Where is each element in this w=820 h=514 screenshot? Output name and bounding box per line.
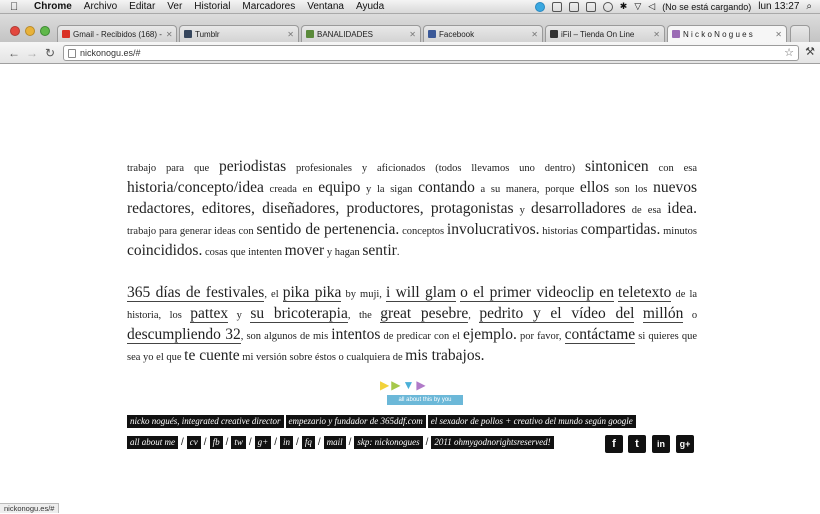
emphasis-text: te cuente bbox=[184, 347, 240, 364]
tab-strip bbox=[0, 14, 820, 42]
body-text: y bbox=[513, 205, 532, 216]
timemachine-icon[interactable] bbox=[603, 2, 613, 12]
body-text: o bbox=[683, 310, 698, 321]
nickonogues-icon bbox=[672, 30, 680, 38]
close-window-button[interactable] bbox=[10, 26, 20, 36]
body-text: minutos bbox=[660, 226, 697, 237]
facebook-icon bbox=[428, 30, 436, 38]
footer-link-allaboutme[interactable]: all about me bbox=[127, 436, 178, 449]
status-bar: nickonogu.es/# bbox=[0, 503, 59, 513]
forward-arrow-icon[interactable]: → bbox=[26, 46, 38, 60]
body-text: a su manera, porque bbox=[474, 184, 580, 195]
work-link[interactable]: teletexto bbox=[618, 284, 672, 301]
close-tab-icon[interactable]: ✕ bbox=[775, 29, 782, 39]
work-link[interactable]: millón bbox=[642, 305, 684, 322]
footer-365ddf[interactable]: empezario y fundador de 365ddf.com bbox=[286, 415, 426, 428]
footer-skype[interactable]: skp: nickonogues bbox=[354, 436, 422, 449]
work-link[interactable]: 365 días de festivales bbox=[127, 284, 265, 301]
body-text: , the bbox=[347, 310, 381, 321]
work-link[interactable]: o el primer videoclip en bbox=[460, 284, 614, 301]
gmail-icon bbox=[62, 30, 70, 38]
body-text: , bbox=[468, 310, 480, 321]
googleplus-social-icon[interactable]: g+ bbox=[676, 435, 694, 453]
url-text: nickonogu.es/# bbox=[80, 48, 141, 58]
body-text: y bbox=[228, 310, 251, 321]
emphasis-text: sentir bbox=[362, 242, 397, 259]
dropbox-icon[interactable] bbox=[569, 2, 579, 12]
body-text bbox=[634, 310, 642, 321]
emphasis-text: contando bbox=[418, 179, 475, 196]
emphasis-text: equipo bbox=[318, 179, 361, 196]
emphasis-text: periodistas bbox=[219, 158, 287, 175]
tab-label: BANALIDADES bbox=[317, 29, 374, 39]
bookmark-star-icon[interactable]: ☆ bbox=[784, 47, 794, 59]
close-tab-icon[interactable]: ✕ bbox=[653, 29, 660, 39]
purple-triangle-icon[interactable]: ▶ bbox=[416, 378, 426, 392]
works-paragraph bbox=[127, 283, 697, 367]
body-text: por favor, bbox=[516, 331, 565, 342]
zoom-window-button[interactable] bbox=[40, 26, 50, 36]
spotlight-icon[interactable]: ⌕ bbox=[806, 1, 812, 12]
footer-link-fb[interactable]: fb bbox=[210, 436, 223, 449]
body-text: de esa bbox=[625, 205, 668, 216]
emphasis-text: sintonicen bbox=[584, 158, 649, 175]
footer-link-cv[interactable]: cv bbox=[187, 436, 201, 449]
back-arrow-icon[interactable]: ← bbox=[8, 46, 20, 60]
all-about-link[interactable]: all about this by you bbox=[387, 395, 463, 405]
body-text: trabajo para generar ideas con bbox=[127, 226, 257, 237]
footer-info-row bbox=[127, 415, 636, 428]
tab-label: Gmail - Recibidos (168) - bbox=[73, 29, 162, 39]
emphasis-text: mover bbox=[284, 242, 325, 259]
skype-icon[interactable] bbox=[535, 2, 545, 12]
footer-link-in[interactable]: in bbox=[280, 436, 293, 449]
body-text: cosas que intenten bbox=[202, 247, 285, 258]
close-tab-icon[interactable]: ✕ bbox=[409, 29, 416, 39]
tab-facebook[interactable] bbox=[423, 25, 543, 42]
apple-icon[interactable] bbox=[10, 0, 24, 14]
work-link[interactable]: pattex bbox=[190, 305, 229, 322]
emphasis-text: nuevos redactores, editores, diseñadores, productores, protagonistas bbox=[127, 179, 697, 217]
body-text: conceptos bbox=[399, 226, 447, 237]
emphasis-text: involucrativos. bbox=[446, 221, 540, 238]
green-triangle-icon[interactable]: ▶ bbox=[391, 378, 401, 392]
emphasis-text: desarrolladores bbox=[531, 200, 626, 217]
work-link[interactable]: i will glam bbox=[385, 284, 457, 301]
blue-triangle-icon[interactable]: ▼ bbox=[402, 378, 415, 392]
footer-google[interactable]: el sexador de pollos + creativo del mundo según google bbox=[428, 415, 636, 428]
wrench-icon[interactable]: ⚒ bbox=[805, 46, 815, 58]
tab-label: iFil – Tienda On Line bbox=[561, 29, 635, 39]
body-text: creada en bbox=[263, 184, 319, 195]
intro-paragraph bbox=[127, 157, 697, 262]
close-tab-icon[interactable]: ✕ bbox=[287, 29, 294, 39]
emphasis-text: mis trabajos. bbox=[405, 347, 485, 364]
volume-icon[interactable]: ◁ bbox=[648, 1, 656, 11]
tab-banalidades[interactable] bbox=[301, 25, 421, 42]
clock[interactable]: lun 13:27 bbox=[758, 1, 800, 12]
tab-gmail[interactable] bbox=[57, 25, 177, 42]
body-text: de la historia, los bbox=[127, 289, 698, 321]
footer-link-gplus[interactable]: g+ bbox=[255, 436, 272, 449]
web-page bbox=[0, 65, 820, 505]
menu-ventana[interactable]: Ventana bbox=[307, 1, 344, 12]
body-text: si quieres que sea yo el que bbox=[127, 331, 697, 363]
body-text: son los bbox=[609, 184, 654, 195]
emphasis-text: ellos bbox=[579, 179, 610, 196]
work-link[interactable]: pika pika bbox=[282, 284, 342, 301]
menu-historial[interactable]: Historial bbox=[194, 1, 231, 12]
menu-marcadores[interactable]: Marcadores bbox=[242, 1, 296, 12]
browser-toolbar bbox=[0, 42, 820, 64]
tab-ifil[interactable] bbox=[545, 25, 665, 42]
banalidades-icon bbox=[306, 30, 314, 38]
menu-editar[interactable]: Editar bbox=[129, 1, 156, 12]
tumblr-icon bbox=[184, 30, 192, 38]
new-tab-button[interactable] bbox=[790, 25, 810, 42]
footer-title: nicko nogués, integrated creative director bbox=[127, 415, 284, 428]
body-text: , el bbox=[264, 289, 283, 300]
menubar-tray bbox=[535, 1, 812, 12]
minimize-window-button[interactable] bbox=[25, 26, 35, 36]
linkedin-social-icon[interactable]: in bbox=[652, 435, 670, 453]
wifi-icon[interactable]: ▽ bbox=[634, 1, 642, 11]
body-text: profesionales y aficionados (todos llevamos uno dentro) bbox=[286, 163, 585, 174]
work-link[interactable]: su bricoterapia bbox=[250, 305, 348, 322]
reload-icon[interactable]: ↻ bbox=[45, 46, 56, 60]
menu-ver[interactable]: Ver bbox=[167, 1, 183, 12]
mac-menubar bbox=[0, 0, 820, 14]
emphasis-text: ejemplo. bbox=[463, 326, 517, 343]
bluetooth-icon[interactable]: ✱ bbox=[619, 1, 628, 11]
body-text: trabajo para que bbox=[127, 163, 219, 174]
tab-nickonogues[interactable] bbox=[667, 25, 787, 42]
ifil-icon bbox=[550, 30, 558, 38]
work-link[interactable]: descumpliendo 32 bbox=[127, 326, 241, 343]
tab-label: N i c k o N o g u e s bbox=[683, 29, 753, 39]
work-link[interactable]: great pesebre bbox=[380, 305, 469, 322]
footer-link-tw[interactable]: tw bbox=[231, 436, 246, 449]
emphasis-text: compartidas. bbox=[580, 221, 661, 238]
body-text: mi versión sobre éstos o cualquiera de bbox=[239, 352, 406, 363]
battery-icon[interactable] bbox=[586, 2, 596, 12]
work-link[interactable]: contáctame bbox=[564, 326, 636, 343]
yellow-triangle-icon[interactable]: ▶ bbox=[380, 378, 390, 392]
close-tab-icon[interactable]: ✕ bbox=[531, 29, 538, 39]
twitter-social-icon[interactable]: t bbox=[628, 435, 646, 453]
emphasis-text: intentos bbox=[331, 326, 381, 343]
app-tray-icon[interactable] bbox=[552, 2, 562, 12]
body-text: con esa bbox=[648, 163, 697, 174]
facebook-social-icon[interactable]: f bbox=[605, 435, 623, 453]
menu-app-name[interactable]: Chrome bbox=[34, 1, 72, 12]
emphasis-text: coincididos. bbox=[127, 242, 203, 259]
menu-archivo[interactable]: Archivo bbox=[83, 1, 118, 12]
body-text: de predicar con el bbox=[380, 331, 464, 342]
color-triangles[interactable] bbox=[380, 379, 426, 391]
footer-link-fq[interactable]: fq bbox=[302, 436, 315, 449]
work-link[interactable]: pedrito y el vídeo del bbox=[479, 305, 635, 322]
loading-status-text: (No se está cargando) bbox=[662, 1, 752, 12]
page-icon bbox=[68, 49, 76, 58]
body-text: by muji, bbox=[341, 289, 386, 300]
footer-links-row: all about me / cv / fb / tw / g+ / in / fq / mail / skp: nickonogues / 2011 ohmygodnorightsreserved! bbox=[127, 436, 554, 449]
body-text: y bbox=[324, 247, 335, 258]
address-bar[interactable] bbox=[63, 45, 799, 61]
emphasis-text: historia/concepto/idea bbox=[127, 179, 264, 196]
body-text: historias bbox=[539, 226, 581, 237]
footer-copyright: 2011 ohmygodnorightsreserved! bbox=[431, 436, 553, 449]
menu-ayuda[interactable]: Ayuda bbox=[355, 1, 385, 12]
tab-label: Facebook bbox=[439, 29, 475, 39]
close-tab-icon[interactable]: ✕ bbox=[165, 29, 173, 39]
body-text: y la sigan bbox=[360, 184, 419, 195]
body-text: . bbox=[396, 247, 400, 258]
tab-label: Tumblr bbox=[195, 29, 220, 39]
body-text: hagan bbox=[334, 247, 363, 258]
emphasis-text: idea. bbox=[667, 200, 697, 217]
footer-link-mail[interactable]: mail bbox=[324, 436, 346, 449]
body-text: , son algunos de mis bbox=[240, 331, 332, 342]
tab-tumblr[interactable] bbox=[179, 25, 299, 42]
emphasis-text: sentido de pertenencia. bbox=[256, 221, 400, 238]
